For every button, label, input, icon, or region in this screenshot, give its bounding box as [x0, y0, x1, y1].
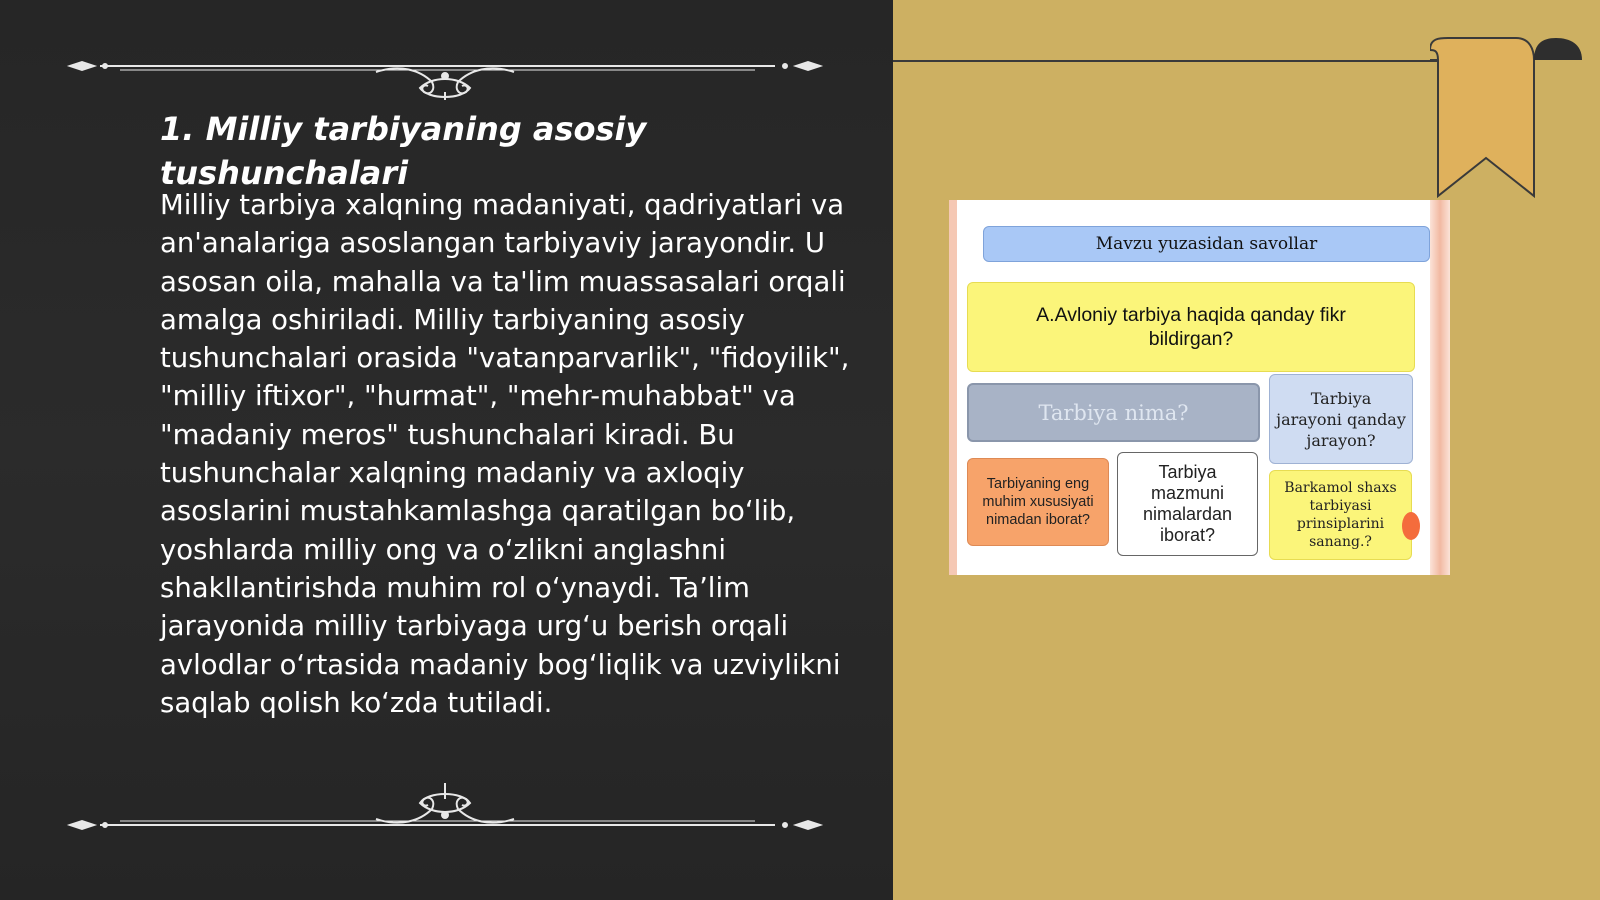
question-barkamol-shaxs: Barkamol shaxs tarbiyasi prinsiplarini sanang.?	[1269, 470, 1412, 560]
slide-body-text: Milliy tarbiya xalqning madaniyati, qadriyatlari va an'analariga asoslangan tarbiyaviy jarayondir. U asosan oila, mahalla va ta'lim muassasalari orqali amalga oshiriladi. Milliy tarbiyaning asosiy tushunchalari orasida "vatanparvarlik", "fidoyilik", "milliy iftixor", "hurmat", "mehr-muhabbat" va "madaniy meros" tushunchalari kiradi. Bu tushunchalar xalqning madaniy va axloqiy asoslarini mustahkamlashga qaratilgan bo‘lib, yoshlarda milliy ong va o‘zlikni anglashni shakllantirishda muhim rol o‘ynaydi. Ta’lim jarayonida milliy tarbiyaga urg‘u berish orqali avlodlar o‘rtasida madaniy bog‘liqlik va uzviylikni saqlab qolish ko‘zda tutiladi.	[160, 189, 850, 719]
bottom-ornament	[60, 775, 830, 835]
card-right-stripe	[1430, 200, 1450, 575]
top-ornament	[60, 40, 830, 100]
questions-image	[949, 200, 1450, 575]
bookmark-ribbon	[1430, 30, 1600, 200]
question-tarbiya-mazmuni: Tarbiya mazmuni nimalardan iborat?	[1117, 452, 1258, 556]
orange-dot-icon	[1402, 512, 1420, 540]
slide-title: 1. Milliy tarbiyaning asosiy tushunchalari	[160, 110, 647, 192]
questions-header: Mavzu yuzasidan savollar	[983, 226, 1430, 262]
top-divider-line	[893, 60, 1458, 62]
question-avloniy: A.Avloniy tarbiya haqida qanday fikr bildirgan?	[967, 282, 1415, 372]
card-left-stripe	[949, 200, 957, 575]
question-tarbiya-nima: Tarbiya nima?	[967, 383, 1260, 442]
question-muhim-xususiyati: Tarbiyaning eng muhim xususiyati nimadan iborat?	[967, 458, 1109, 546]
question-tarbiya-jarayoni: Tarbiya jarayoni qanday jarayon?	[1269, 374, 1413, 464]
